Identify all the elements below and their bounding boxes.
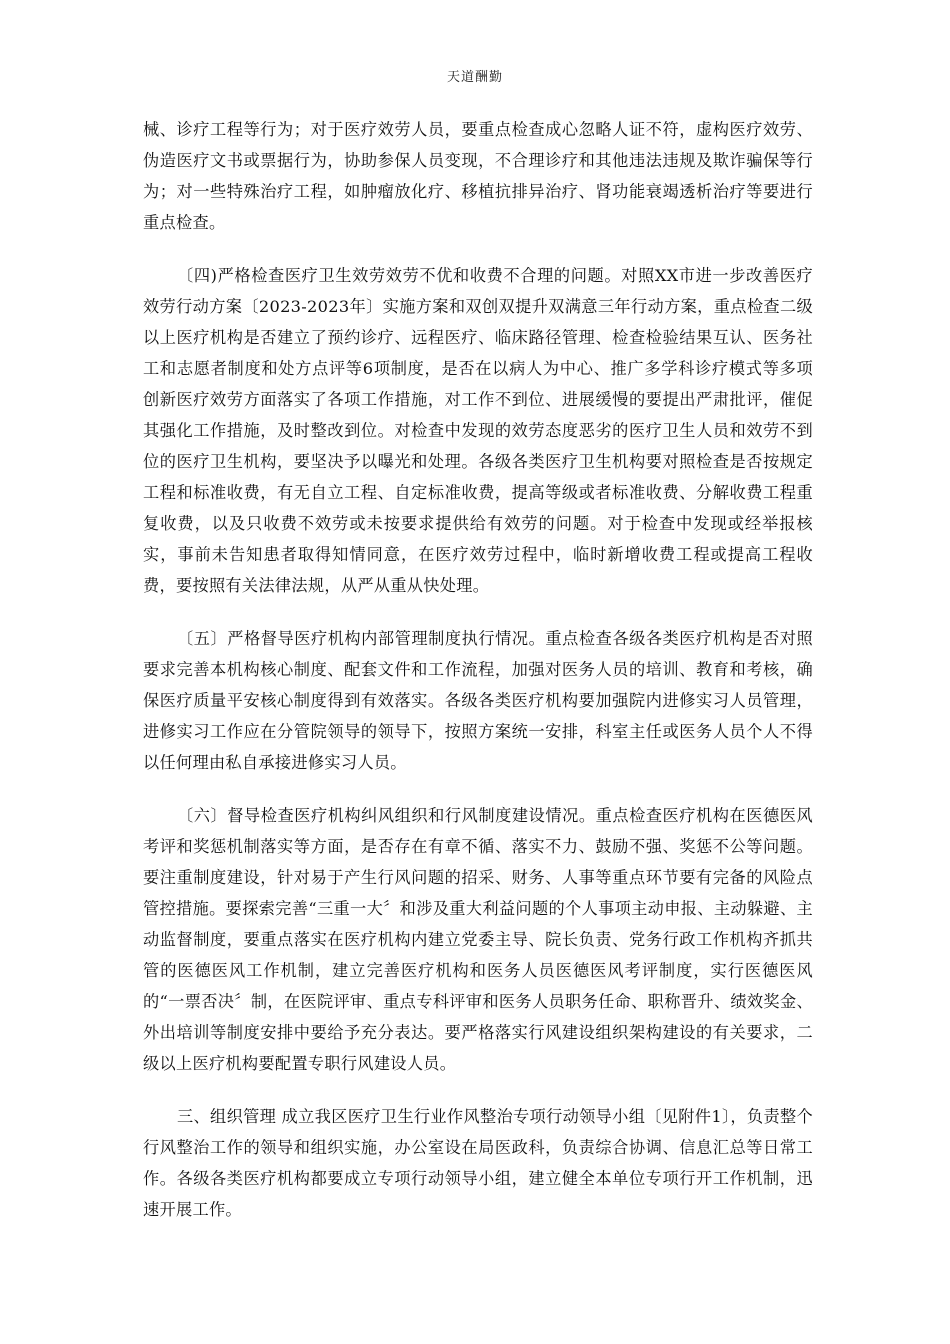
- document-body: [143, 114, 813, 1247]
- paragraph-organization: 三、组织管理 成立我区医疗卫生行业作风整治专项行动领导小组〔见附件1〕，负责整个行风整治工作的领导和组织实施，办公室设在局医政科，负责综合协调、信息汇总等日常工作。各级各类医疗机构都要成立专项行动领导小组，建立健全本单位专项行开工作机制，迅速开展工作。: [143, 1107, 813, 1219]
- paragraph-section-5: 〔五〕严格督导医疗机构内部管理制度执行情况。重点检查各级各类医疗机构是否对照要求完善本机构核心制度、配套文件和工作流程，加强对医务人员的培训、教育和考核，确保医疗质量平安核心制度得到有效落实。各级各类医疗机构要加强院内进修实习人员管理，进修实习工作应在分管院领导的领导下，按照方案统一安排，科室主任或医务人员个人不得以任何理由私自承接进修实习人员。: [143, 629, 813, 772]
- paragraph-section-4: 〔四)严格检查医疗卫生效劳效劳不优和收费不合理的问题。对照XX市进一步改善医疗效劳行动方案〔2023-2023年〕实施方案和双创双提升双满意三年行动方案，重点检查二级以上医疗机构是否建立了预约诊疗、远程医疗、临床路径管理、检查检验结果互认、医务社工和志愿者制度和处方点评等6项制度，是否在以病人为中心、推广多学科诊疗模式等多项创新医疗效劳方面落实了各项工作措施，对工作不到位、进展缓慢的要提出严肃批评，催促其强化工作措施，及时整改到位。对检查中发现的效劳态度恶劣的医疗卫生人员和效劳不到位的医疗卫生机构，要坚决予以曝光和处理。各级各类医疗卫生机构要对照检查是否按规定工程和标准收费，有无自立工程、自定标准收费，提高等级或者标准收费、分解收费工程重复收费，以及只收费不效劳或未按要求提供给有效劳的问题。对于检查中发现或经举报核实，事前未告知患者取得知情同意，在医疗效劳过程中，临时新增收费工程或提高工程收费，要按照有关法律法规，从严从重从快处理。: [143, 266, 813, 595]
- paragraph-continuation: 械、诊疗工程等行为；对于医疗效劳人员，要重点检查成心忽略人证不符，虚构医疗效劳、伪造医疗文书或票据行为，协助参保人员变现，不合理诊疗和其他违法违规及欺诈骗保等行为；对一些特殊治疗工程，如肿瘤放化疗、移植抗排异治疗、肾功能衰竭透析治疗等要进行重点检查。: [143, 120, 813, 232]
- page-header: 天道酬勤: [446, 70, 503, 85]
- paragraph-section-6: 〔六〕督导检查医疗机构纠风组织和行风制度建设情况。重点检查医疗机构在医德医风考评和奖惩机制落实等方面，是否存在有章不循、落实不力、鼓励不强、奖惩不公等问题。要注重制度建设，针对易于产生行风问题的招采、财务、人事等重点环节要有完备的风险点管控措施。要探索完善“三重一大〞和涉及重大利益问题的个人事项主动申报、主动躲避、主动监督制度，要重点落实在医疗机构内建立党委主导、院长负责、党务行政工作机构齐抓共管的医德医风工作机制，建立完善医疗机构和医务人员医德医风考评制度，实行医德医风的“一票否决〞制，在医院评审、重点专科评审和医务人员职务任命、职称晋升、绩效奖金、外出培训等制度安排中要给予充分表达。要严格落实行风建设组织架构建设的有关要求，二级以上医疗机构要配置专职行风建设人员。: [143, 806, 813, 1073]
